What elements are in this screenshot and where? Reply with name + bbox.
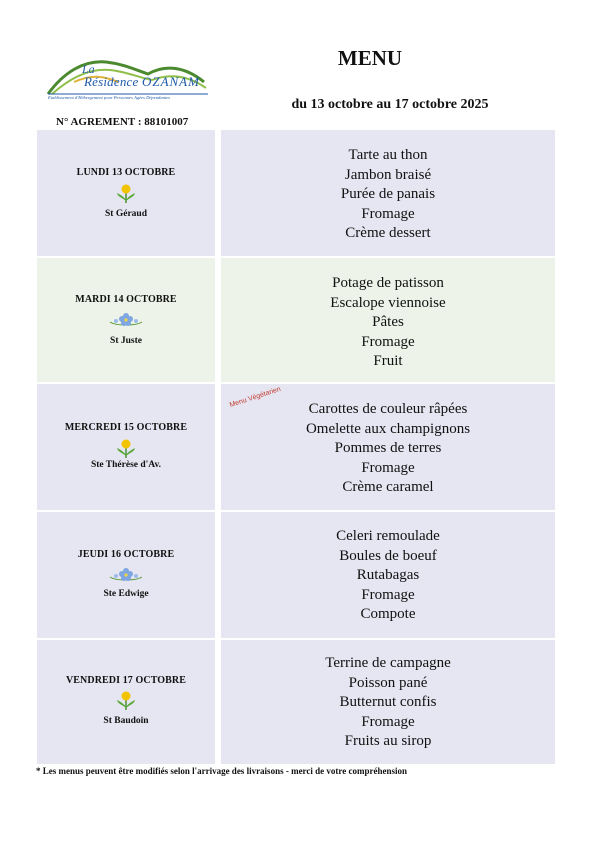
residence-logo bbox=[44, 52, 214, 110]
vegetarian-tag: Menu Végétarien bbox=[228, 385, 282, 409]
saint-name: Ste Thérèse d'Av. bbox=[90, 460, 162, 470]
day-cell bbox=[37, 640, 215, 764]
dish-item: Omelette aux champignons bbox=[305, 420, 471, 437]
dish-item: Butternut confis bbox=[339, 694, 437, 711]
dish-item: Fromage bbox=[361, 205, 415, 222]
dish-item: Fruit bbox=[373, 353, 403, 370]
dish-item: Carottes de couleur râpées bbox=[308, 401, 468, 417]
dish-item: Poisson pané bbox=[348, 674, 428, 691]
saint-name: St Juste bbox=[110, 336, 142, 346]
dish-item: Rutabagas bbox=[356, 567, 420, 584]
agrement-number: N° AGREMENT : 88101007 bbox=[56, 116, 189, 128]
dish-item: Purée de panais bbox=[340, 186, 436, 203]
menu-cell bbox=[221, 512, 555, 638]
menu-cell bbox=[221, 130, 555, 256]
dish-item: Fromage bbox=[361, 459, 415, 476]
page-title: MENU bbox=[337, 46, 403, 70]
day-cell bbox=[37, 130, 215, 256]
dish-item: Boules de boeuf bbox=[339, 547, 437, 564]
dish-item: Fromage bbox=[361, 713, 415, 730]
logo-text-residence: Résidence bbox=[84, 74, 139, 89]
dish-item: Crème caramel bbox=[342, 479, 434, 496]
dish-item: Pâtes bbox=[372, 314, 404, 331]
saint-name: Ste Edwige bbox=[103, 589, 149, 599]
day-name: JEUDI 16 OCTOBRE bbox=[77, 549, 175, 560]
dish-item: Fruits au sirop bbox=[344, 733, 432, 750]
dish-list bbox=[221, 400, 555, 498]
logo-text-ozanam: OZANAM bbox=[141, 74, 200, 89]
saint-name: St Géraud bbox=[105, 209, 147, 219]
day-cell bbox=[37, 512, 215, 638]
logo-text-name bbox=[84, 74, 200, 90]
dish-list bbox=[221, 146, 555, 244]
dish-item: Escalope viennoise bbox=[330, 294, 446, 311]
dish-list bbox=[221, 527, 555, 625]
dish-item: Jambon braisé bbox=[344, 166, 432, 183]
day-name: LUNDI 13 OCTOBRE bbox=[76, 167, 176, 178]
dish-item: Celeri remoulade bbox=[336, 528, 440, 544]
dish-item: Pommes de terres bbox=[334, 440, 442, 457]
footnote: * Les menus peuvent être modifiés selon l'arrivage des livraisons - merci de votre compréhension bbox=[36, 766, 407, 776]
forget-me-not-icon bbox=[108, 565, 144, 585]
menu-cell bbox=[221, 640, 555, 764]
dish-item: Fromage bbox=[361, 333, 415, 350]
dish-item: Potage de patisson bbox=[332, 275, 444, 291]
day-row-friday bbox=[37, 640, 555, 764]
dish-item: Fromage bbox=[361, 586, 415, 603]
dandelion-icon bbox=[115, 438, 137, 458]
day-name: MERCREDI 15 OCTOBRE bbox=[64, 422, 188, 433]
menu-cell bbox=[221, 384, 555, 510]
forget-me-not-icon bbox=[108, 310, 144, 330]
saint-name: St Baudoin bbox=[103, 716, 149, 726]
day-name: MARDI 14 OCTOBRE bbox=[75, 294, 177, 305]
logo-text-la: La bbox=[82, 62, 95, 76]
day-name: VENDREDI 17 OCTOBRE bbox=[65, 675, 187, 686]
dish-item: Terrine de campagne bbox=[325, 655, 451, 671]
day-row-thursday bbox=[37, 512, 555, 638]
dish-item: Crème dessert bbox=[345, 225, 431, 242]
day-cell bbox=[37, 258, 215, 382]
dandelion-icon bbox=[115, 690, 137, 710]
logo-subtitle: Etablissement d'Hébergement pour Personnes Agées Dépendantes bbox=[48, 95, 171, 100]
day-cell bbox=[37, 384, 215, 510]
menu-period: du 13 octobre au 17 octobre 2025 bbox=[291, 97, 489, 112]
dish-list bbox=[221, 654, 555, 752]
dish-item: Tarte au thon bbox=[348, 147, 428, 163]
menu-cell bbox=[221, 258, 555, 382]
day-row-tuesday bbox=[37, 258, 555, 382]
dish-item: Compote bbox=[360, 606, 416, 623]
dish-list bbox=[221, 274, 555, 372]
dandelion-icon bbox=[115, 183, 137, 203]
day-row-monday bbox=[37, 130, 555, 256]
day-row-wednesday bbox=[37, 384, 555, 510]
